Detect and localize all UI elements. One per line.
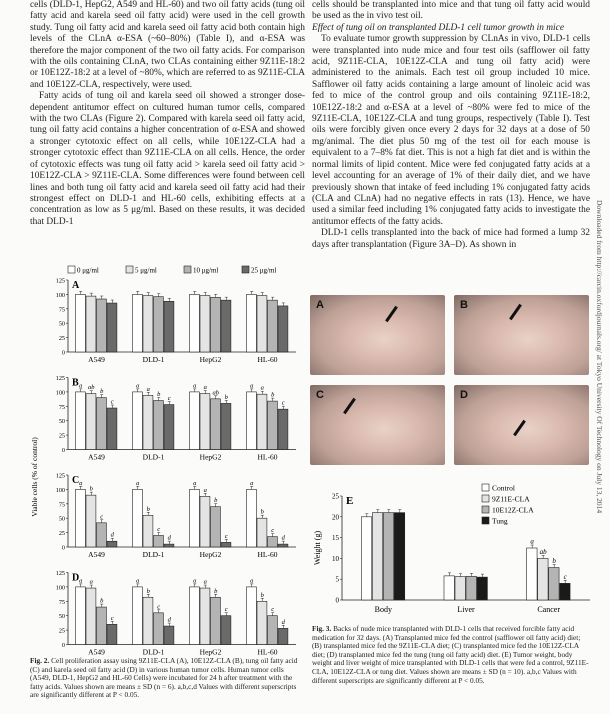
significance-letter: a — [260, 384, 264, 392]
category-label: Cancer — [537, 605, 560, 614]
bar — [221, 403, 231, 449]
bar — [143, 395, 153, 449]
category-label: A549 — [88, 452, 105, 462]
legend-swatch — [482, 484, 489, 491]
bar — [247, 587, 257, 645]
bar — [86, 588, 96, 644]
bar — [477, 577, 487, 600]
y-tick-label: 50 — [58, 320, 65, 328]
category-label: HL-60 — [257, 550, 278, 559]
bar — [97, 607, 107, 644]
significance-letter: ab — [88, 384, 95, 392]
significance-letter: b — [214, 587, 218, 595]
bar — [278, 628, 288, 644]
legend-label: 0 μg/ml — [77, 266, 99, 275]
mouse-photo-c — [310, 385, 445, 465]
y-tick-label: 20 — [332, 513, 339, 522]
figure-2-caption — [30, 657, 302, 700]
y-tick-label: 50 — [58, 613, 65, 621]
bar — [107, 624, 117, 644]
significance-letter: a — [79, 382, 83, 390]
bar — [76, 392, 86, 450]
significance-letter: c — [224, 532, 228, 540]
significance-letter: b — [89, 485, 93, 493]
significance-letter: c — [157, 525, 161, 533]
arrow-icon — [513, 420, 526, 436]
significance-letter: d — [281, 618, 285, 626]
bar — [143, 296, 153, 352]
bar — [97, 523, 107, 547]
significance-letter: a — [193, 577, 197, 585]
bar — [211, 297, 221, 352]
y-tick-label: 125 — [55, 375, 65, 382]
significance-letter: b — [100, 388, 104, 396]
significance-letter: a — [79, 479, 83, 487]
y-tick-label: 125 — [55, 277, 65, 285]
y-tick-label: 25 — [58, 627, 65, 635]
category-label: A549 — [88, 355, 105, 364]
y-tick-label: 0 — [61, 544, 65, 552]
bar — [97, 299, 107, 352]
category-label: HepG2 — [199, 452, 222, 462]
category-label: Body — [374, 605, 393, 614]
bar — [154, 297, 164, 352]
category-label: A549 — [88, 647, 105, 657]
bar — [133, 489, 143, 547]
bar — [257, 518, 267, 547]
y-axis-label: Weight (g) — [313, 530, 322, 566]
significance-letter: c — [110, 614, 114, 622]
significance-letter: a — [250, 479, 254, 487]
significance-letter: c — [271, 606, 275, 614]
bar — [200, 296, 210, 352]
significance-letter: c — [110, 398, 114, 406]
bar — [76, 489, 86, 547]
figure-3-caption — [312, 625, 590, 685]
y-tick-label: 125 — [55, 570, 65, 577]
legend-label: Control — [492, 483, 515, 493]
y-tick-label: 50 — [58, 418, 65, 426]
photo-label-d: D — [460, 389, 468, 401]
significance-letter: b — [146, 505, 150, 513]
bar — [164, 626, 174, 644]
arrow-icon — [343, 398, 356, 414]
bar — [133, 587, 143, 645]
legend-label: 10 μg/ml — [193, 266, 219, 275]
significance-letter: c — [224, 606, 228, 614]
y-tick-label: 100 — [55, 486, 65, 494]
bar — [154, 401, 164, 450]
significance-letter: a — [250, 577, 254, 585]
mouse-photo-b — [454, 295, 589, 375]
significance-letter: b — [146, 587, 150, 595]
bar — [278, 544, 288, 547]
bar — [549, 568, 559, 600]
significance-letter: c — [167, 395, 171, 403]
bar — [164, 301, 174, 352]
legend-swatch — [68, 266, 75, 273]
photo-label-c: C — [316, 389, 324, 401]
bar — [76, 587, 86, 645]
bar — [257, 394, 267, 449]
significance-letter: b — [271, 391, 275, 399]
bar — [211, 507, 221, 547]
arrow-icon — [509, 304, 522, 320]
category-label: HepG2 — [199, 355, 222, 364]
category-label: HepG2 — [199, 647, 222, 657]
significance-letter: a — [530, 537, 534, 546]
figure-3-photos — [310, 295, 596, 471]
photo-label-a: A — [316, 299, 324, 311]
y-tick-label: 0 — [61, 349, 65, 357]
y-tick-label: 25 — [58, 530, 65, 538]
bar — [190, 392, 200, 450]
bar — [133, 294, 143, 352]
significance-letter: c — [157, 603, 161, 611]
figure-2-chart — [28, 262, 304, 657]
bar — [268, 401, 278, 449]
figure-3e-chart — [300, 478, 600, 618]
legend-swatch — [126, 266, 133, 273]
significance-letter: a — [79, 577, 83, 585]
bar — [200, 394, 210, 450]
significance-letter: a — [136, 382, 140, 390]
significance-letter: a — [203, 578, 207, 586]
legend-label: 10E12Z-CLA — [492, 505, 534, 515]
y-tick-label: 75 — [58, 598, 65, 606]
bar — [107, 408, 117, 449]
bar — [143, 597, 153, 644]
y-tick-label: 5 — [335, 575, 339, 584]
figure-2-caption-text: Cell proliferation assay using 9Z11E-CLA (A), 10E12Z-CLA (B), tung oil fatty acid (C) and karela seed oil fatty acid (D) in various human tumor cells. Human tumor cells (A549, DLD-1, HepG2 and HL-60 Cells) were incubated for 24 h after treatment with the fatty acids. Values shown are means ± SD (n = 6). a,b,c,d Values with different superscripts are significantly different at P < 0.05. — [30, 656, 298, 700]
significance-letter: a — [146, 385, 150, 393]
panel-label: A — [72, 280, 80, 291]
bar — [466, 576, 476, 600]
legend-swatch — [482, 517, 489, 524]
mouse-photo-a — [310, 295, 445, 375]
bar — [154, 535, 164, 547]
legend-swatch — [184, 266, 191, 273]
bar — [394, 513, 404, 600]
bar — [200, 496, 210, 547]
bar — [444, 576, 454, 600]
y-axis-label: Viable cells (% of control) — [30, 437, 39, 517]
bar — [97, 398, 107, 450]
bar — [268, 300, 278, 352]
bar — [247, 294, 257, 352]
bar — [383, 513, 393, 600]
bar — [164, 405, 174, 450]
significance-letter: a — [193, 479, 197, 487]
bar — [190, 489, 200, 547]
panel-label: B — [72, 377, 79, 389]
significance-letter: ab — [539, 547, 547, 556]
figure-2-caption-label: Fig. 2. — [30, 656, 50, 665]
legend-swatch — [482, 495, 489, 502]
bar — [190, 294, 200, 352]
y-tick-label: 0 — [61, 447, 65, 454]
category-label: DLD-1 — [142, 550, 165, 559]
mouse-photo-d — [454, 385, 589, 465]
bar — [154, 613, 164, 645]
panel-label: E — [346, 495, 354, 507]
significance-letter: d — [281, 534, 285, 542]
legend-label: Tung — [492, 516, 508, 526]
significance-letter: c — [563, 572, 567, 581]
bar — [221, 616, 231, 645]
left-text-column — [30, 0, 305, 228]
panel-label: C — [72, 475, 80, 486]
bar — [278, 306, 288, 352]
y-tick-label: 0 — [61, 642, 65, 649]
y-tick-label: 25 — [332, 492, 339, 501]
left-paragraph-1: cells (DLD-1, HepG2, A549 and HL-60) and two oil fatty acids (tung oil fatty acid and karela seed oil fatty acid) were used in the cell growth study. Tung oil fatty acid and karela seed oil fatty acid both contain high levels of the CLnA α-ESA (~60–80%) (Table I), and α-ESA was therefore the major component of the two oil fatty acids. For comparison with the oils containing CLnA, two CLAs containing either 9Z11E-18:2 or 10E12Z-18:2 at a level of ~80%, which are referred to as 9Z11E-CLA and 10E12Z-CLA, respectively, were used. — [30, 0, 305, 90]
right-paragraph-1: cells should be transplanted into mice and that tung oil fatty acid would be used as the in vivo test oil. — [312, 0, 590, 22]
significance-letter: b — [100, 597, 104, 605]
bar — [86, 495, 96, 547]
legend-label: 5 μg/ml — [135, 266, 157, 275]
legend-label: 9Z11E-CLA — [492, 494, 530, 504]
bar — [164, 544, 174, 547]
bar — [268, 537, 278, 547]
category-label: DLD-1 — [142, 452, 165, 462]
significance-letter: d — [167, 534, 171, 542]
category-label: DLD-1 — [142, 355, 165, 364]
y-tick-label: 100 — [55, 291, 65, 299]
legend-swatch — [242, 266, 249, 273]
significance-letter: ab — [212, 389, 219, 397]
significance-letter: a — [89, 578, 93, 586]
y-tick-label: 75 — [58, 306, 65, 314]
significance-letter: c — [281, 399, 285, 407]
bar — [247, 392, 257, 450]
bar — [221, 300, 231, 352]
y-tick-label: 15 — [332, 534, 339, 543]
significance-letter: b — [552, 557, 556, 566]
bar — [527, 548, 537, 600]
category-label: Liver — [457, 605, 475, 614]
right-paragraph-2: To evaluate tumor growth suppression by CLnAs in vivo, DLD-1 cells were transplanted into nude mice and four test oils (safflower oil fatty acid, 9Z11E-CLA, 10E12Z-CLA and tung oil fatty acid) were administered to the animals. Each test oil group included 10 mice. Safflower oil fatty acids containing a large amount of linoleic acid was fed to mice of the control group and oils containing 9Z11E-18:2, 10E12Z-18:2 and α-ESA at a level of ~80% were fed to mice of the 9Z11E-CLA, 10E12Z-CLA and tung groups, respectively (Table I). Test oils were forcibly given once every 2 days for 32 days at a dose of 50 mg/animal. The diet plus 50 mg of the test oil for each mouse is equivalent to a 7–8% fat diet. This is not a high fat diet and is within the normal limits of lipid content. Mice were fed conjugated fatty acids at a level accounting for an average of 1% of their daily diet, and we have previously shown that intake of feed including 1% conjugated fatty acids (CLA and CLnA) had no negative effects in rats (13). Hence, we have used a similar feed including 1% conjugated fatty acids to investigate the antitumor effects of the fatty acids. — [312, 34, 590, 227]
bar — [190, 587, 200, 645]
bar — [133, 392, 143, 450]
bar — [257, 601, 267, 644]
y-tick-label: 75 — [58, 501, 65, 509]
category-label: HepG2 — [199, 550, 222, 559]
legend-swatch — [482, 506, 489, 513]
bar — [247, 489, 257, 547]
significance-letter: a — [193, 382, 197, 390]
significance-letter: a — [203, 486, 207, 494]
y-tick-label: 50 — [58, 515, 65, 523]
section-title: Effect of tung oil on transplanted DLD-1 cell tumor growth in mice — [312, 22, 564, 33]
significance-letter: c — [100, 513, 104, 521]
significance-letter: b — [260, 508, 264, 516]
significance-letter: a — [203, 384, 207, 392]
significance-letter: b — [214, 497, 218, 505]
y-tick-label: 100 — [55, 584, 65, 592]
significance-letter: a — [136, 577, 140, 585]
y-tick-label: 25 — [58, 335, 65, 343]
arrow-icon — [385, 306, 398, 322]
bar — [107, 541, 117, 547]
y-tick-label: 125 — [55, 472, 65, 480]
category-label: HL-60 — [257, 355, 278, 364]
bar — [257, 296, 267, 352]
significance-letter: b — [260, 591, 264, 599]
bar — [211, 597, 221, 644]
significance-letter: a — [250, 382, 254, 390]
category-label: HL-60 — [257, 452, 278, 462]
significance-letter: d — [110, 531, 114, 539]
bar — [278, 409, 288, 449]
bar — [268, 616, 278, 645]
y-tick-label: 0 — [335, 596, 339, 605]
category-label: DLD-1 — [142, 647, 165, 657]
bar — [76, 294, 86, 352]
y-tick-label: 75 — [58, 403, 65, 411]
bar — [86, 394, 96, 450]
significance-letter: b — [224, 393, 228, 401]
right-paragraph-3: DLD-1 cells transplanted into the back of mice had formed a lump 32 days after transplantation (Figure 3A–D). As shown in — [312, 228, 590, 250]
bar — [86, 296, 96, 352]
bar — [211, 399, 221, 450]
right-text-column — [312, 0, 590, 251]
figure-3-caption-text: Backs of nude mice transplanted with DLD-1 cells that received forcible fatty acid medication for 32 days. (A) Transplanted mice fed the control (safflower oil fatty acid) diet; (B) transplanted mice fed the 9Z11E-CLA diet; (C) transplanted mice fed the 10E12Z-CLA diet; (D) transplanted mice fed the tung (tung oil fatty acid) diet. (E) Tumor weight, body weight and liver weight of mice transplanted with DLD-1 cells that were fed a control, 9Z11E-CLA, 10E12Z-CLA or tung diet. Values shown are means ± SD (n = 10). a,b,c Values with different superscripts are significantly different at P < 0.05. — [312, 624, 589, 685]
significance-letter: c — [271, 527, 275, 535]
bar — [372, 513, 382, 600]
figure-3-caption-label: Fig. 3. — [312, 624, 332, 633]
significance-letter: d — [167, 616, 171, 624]
category-label: HL-60 — [257, 647, 278, 657]
bar — [455, 577, 465, 600]
category-label: A549 — [88, 550, 105, 559]
significance-letter: b — [157, 391, 161, 399]
bar — [560, 583, 570, 600]
panel-label: D — [72, 572, 80, 584]
significance-letter: a — [136, 479, 140, 487]
bar — [143, 515, 153, 547]
y-tick-label: 10 — [332, 554, 339, 563]
bar — [361, 517, 371, 600]
photo-label-b: B — [460, 299, 468, 311]
bar — [538, 558, 548, 600]
y-tick-label: 100 — [55, 389, 65, 397]
bar — [200, 588, 210, 644]
left-paragraph-2: Fatty acids of tung oil and karela seed oil showed a stronger dose-dependent antitumor effect on cultured human tumor cells, compared with the two CLAs (Figure 2). Compared with karela seed oil fatty acid, tung oil fatty acid contains a higher concentration of α-ESA and showed a stronger cytotoxic effect on all cells, while 10E12Z-CLA had a stronger cytotoxic effect than 9Z11E-CLA on all cells. Hence, the order of cytotoxic effects was tung oil fatty acid > karela seed oil fatty acid > 10E12Z-CLA > 9Z11E-CLA. Some differences were found between cell lines and both tung oil fatty acid and karela seed oil fatty acid had their strongest effect on DLD-1 and HL-60 cells, exhibiting effects at a concentration as low as 5 μg/ml. Based on these results, it was decided that DLD-1 — [30, 91, 305, 227]
bar — [107, 303, 117, 352]
bar — [221, 542, 231, 547]
legend-label: 25 μg/ml — [251, 266, 277, 275]
y-tick-label: 25 — [58, 432, 65, 440]
margin-note-text: Downloaded from http://carcin.oxfordjournals.org/ at Tokyo University Of Technology on July 13, 2014 — [595, 200, 604, 514]
